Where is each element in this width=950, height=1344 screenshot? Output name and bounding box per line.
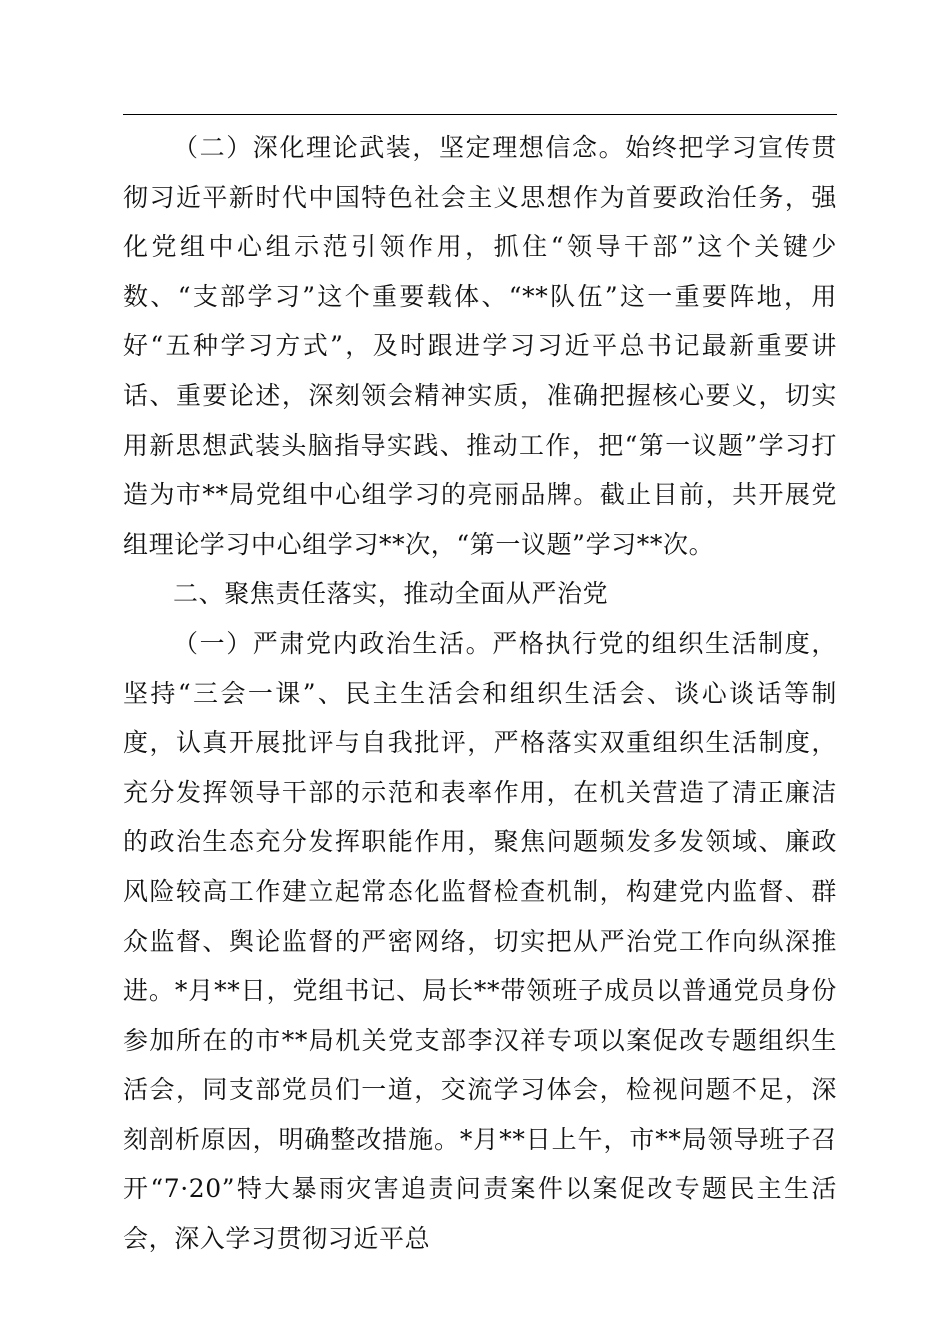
section-heading-responsibility: 二、聚焦责任落实，推动全面从严治党 xyxy=(173,579,609,609)
paragraph-theory-study: （二）深化理论武装，坚定理想信念。始终把学习宣传贯彻习近平新时代中国特色社会主义思想作为首要政治任务，强化党组中心组示范引领作用，抓住“领导干部”这个关键少数、“支部学习”这个重要载体、“**队伍”这一重要阵地，用好“五种学习方式”，及时跟进学习习近平总书记最新重要讲话、重要论述，深刻领会精神实质，准确把握核心要义，切实用新思想武装头脑指导实践、推动工作，把“第一议题”学习打造为市**局党组中心组学习的亮丽品牌。截止目前，共开展党组理论学习中心组学习**次，“第一议题”学习**次。 xyxy=(123,133,837,559)
paragraph-party-life: （一）严肃党内政治生活。严格执行党的组织生活制度，坚持“三会一课”、民主生活会和组织生活会、谈心谈话等制度，认真开展批评与自我批评，严格落实双重组织生活制度，充分发挥领导干部的示范和表率作用，在机关营造了清正廉洁的政治生态充分发挥职能作用，聚焦问题频发多发领域、廉政风险较高工作建立起常态化监督检查机制，构建党内监督、群众监督、舆论监督的严密网络，切实把从严治党工作向纵深推进。*月**日，党组书记、局长**带领班子成员以普通党员身份参加所在的市**局机关党支部李汉祥专项以案促改专题组织生活会，同支部党员们一道，交流学习体会，检视问题不足，深刻剖析原因，明确整改措施。*月**日上午，市**局领导班子召开“7·20”特大暴雨灾害追责问责案件以案促改专题民主生活会，深入学习贯彻习近平总 xyxy=(123,628,837,1254)
document-body xyxy=(123,123,837,1264)
header-rule xyxy=(123,114,837,115)
